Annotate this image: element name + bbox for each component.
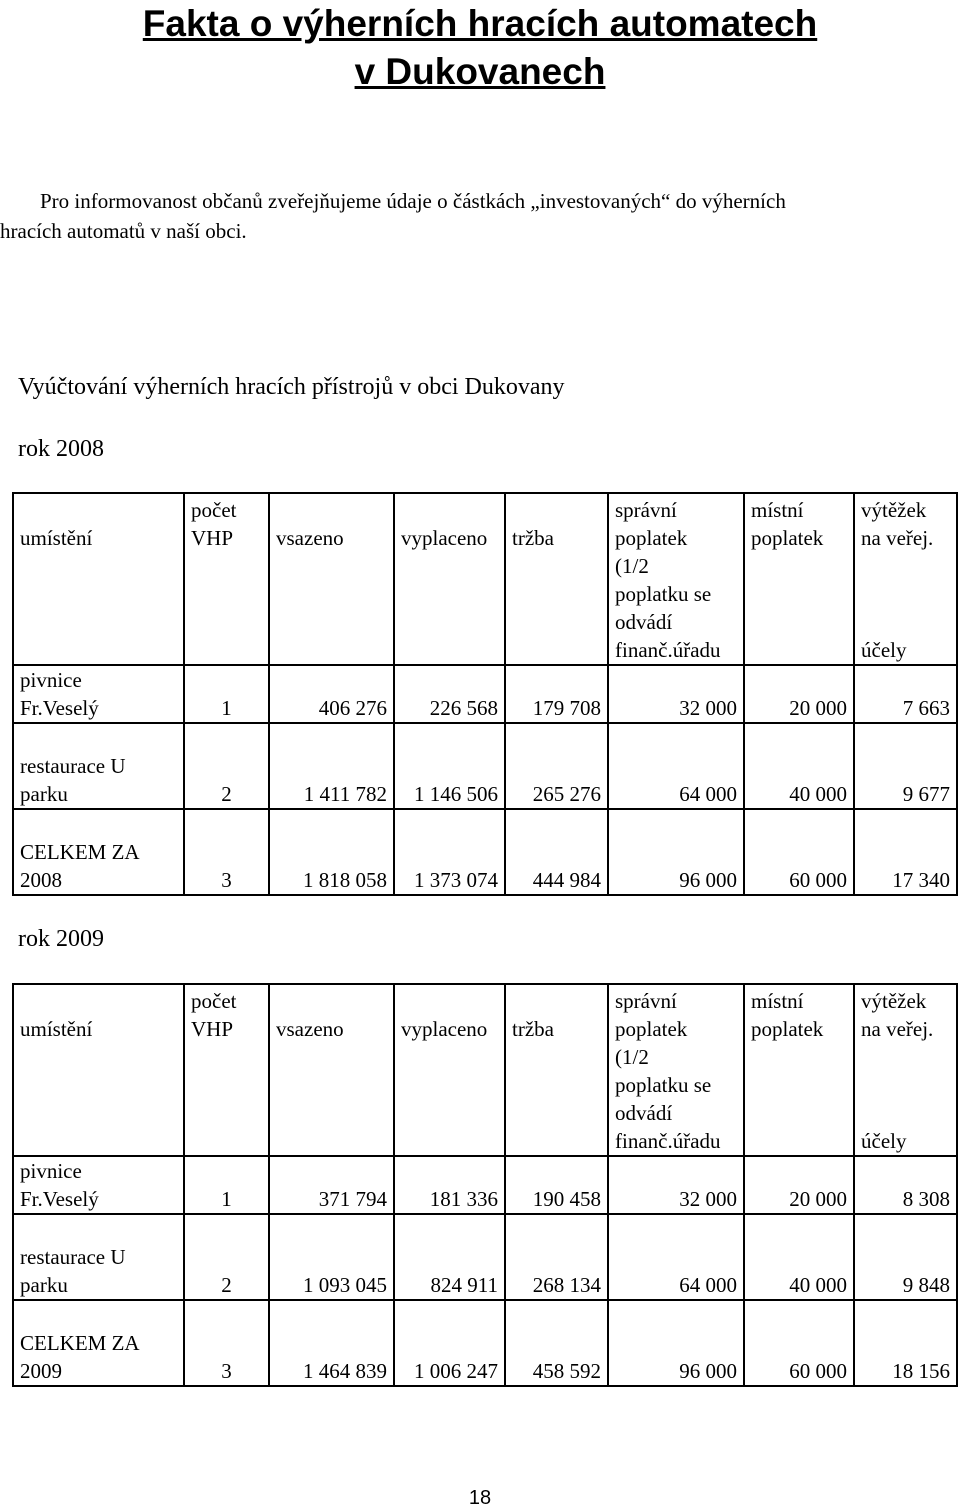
table-2008 (12, 492, 958, 896)
cell-vytezek: 8 308 (854, 1156, 957, 1214)
cell-vytezek: 17 340 (854, 809, 957, 895)
cell-vytezek: 7 663 (854, 665, 957, 723)
page-number: 18 (468, 1487, 492, 1509)
cell-place: restaurace U parku (13, 723, 184, 809)
table-header-row (13, 984, 957, 1156)
table-row (13, 665, 957, 723)
cell-trzba: 458 592 (505, 1300, 608, 1386)
cell-spravni: 32 000 (608, 665, 744, 723)
header-vytezek: výtěžek na veřej. účely (854, 493, 957, 665)
cell-mistni: 20 000 (744, 665, 854, 723)
header-spravni-poplatek: správní poplatek (1/2 poplatku se odvádí finanč.úřadu (608, 493, 744, 665)
header-spravni-poplatek: správní poplatek (1/2 poplatku se odvádí finanč.úřadu (608, 984, 744, 1156)
cell-vytezek: 9 848 (854, 1214, 957, 1300)
cell-mistni: 60 000 (744, 809, 854, 895)
cell-count: 2 (184, 1214, 269, 1300)
page-title (0, 0, 960, 96)
cell-place: CELKEM ZA 2009 (13, 1300, 184, 1386)
header-vsazeno: vsazeno (269, 493, 394, 665)
cell-mistni: 60 000 (744, 1300, 854, 1386)
cell-mistni: 40 000 (744, 1214, 854, 1300)
cell-vyplaceno: 1 146 506 (394, 723, 505, 809)
cell-trzba: 179 708 (505, 665, 608, 723)
cell-count: 3 (184, 809, 269, 895)
header-vyplaceno: vyplaceno (394, 984, 505, 1156)
intro-line-2: hracích automatů v naší obci. (0, 219, 247, 243)
year-label-2008: rok 2008 (18, 436, 104, 462)
cell-spravni: 64 000 (608, 723, 744, 809)
table-row (13, 1214, 957, 1300)
cell-vsazeno: 1 093 045 (269, 1214, 394, 1300)
cell-vsazeno: 1 464 839 (269, 1300, 394, 1386)
cell-vsazeno: 1 818 058 (269, 809, 394, 895)
header-umisteni: umístění (13, 493, 184, 665)
cell-place: pivnice Fr.Veselý (13, 665, 184, 723)
cell-vsazeno: 371 794 (269, 1156, 394, 1214)
cell-vyplaceno: 1 373 074 (394, 809, 505, 895)
cell-vyplaceno: 1 006 247 (394, 1300, 505, 1386)
cell-spravni: 96 000 (608, 1300, 744, 1386)
cell-count: 1 (184, 665, 269, 723)
header-trzba: tržba (505, 493, 608, 665)
table-row (13, 723, 957, 809)
table-row (13, 1156, 957, 1214)
intro-paragraph (0, 186, 960, 246)
header-mistni-poplatek: místní poplatek (744, 493, 854, 665)
cell-vsazeno: 1 411 782 (269, 723, 394, 809)
header-vytezek: výtěžek na veřej. účely (854, 984, 957, 1156)
table-header-row (13, 493, 957, 665)
header-pocet: počet VHP (184, 493, 269, 665)
intro-line-1: Pro informovanost občanů zveřejňujeme údaje o částkách „investovaných“ do výherních (40, 189, 786, 213)
table-row-total (13, 809, 957, 895)
table-2009 (12, 983, 958, 1387)
cell-spravni: 96 000 (608, 809, 744, 895)
cell-mistni: 20 000 (744, 1156, 854, 1214)
cell-trzba: 444 984 (505, 809, 608, 895)
header-trzba: tržba (505, 984, 608, 1156)
cell-trzba: 265 276 (505, 723, 608, 809)
cell-mistni: 40 000 (744, 723, 854, 809)
header-vyplaceno: vyplaceno (394, 493, 505, 665)
cell-place: restaurace U parku (13, 1214, 184, 1300)
cell-spravni: 64 000 (608, 1214, 744, 1300)
cell-trzba: 190 458 (505, 1156, 608, 1214)
header-mistni-poplatek: místní poplatek (744, 984, 854, 1156)
title-line-1: Fakta o výherních hracích automatech (142, 3, 818, 44)
section-title: Vyúčtování výherních hracích přístrojů v obci Dukovany (18, 374, 565, 400)
cell-trzba: 268 134 (505, 1214, 608, 1300)
year-label-2009: rok 2009 (18, 926, 104, 952)
cell-spravni: 32 000 (608, 1156, 744, 1214)
cell-place: CELKEM ZA 2008 (13, 809, 184, 895)
table-row-total (13, 1300, 957, 1386)
title-line-2: v Dukovanech (354, 51, 606, 92)
header-vsazeno: vsazeno (269, 984, 394, 1156)
cell-vyplaceno: 226 568 (394, 665, 505, 723)
header-pocet: počet VHP (184, 984, 269, 1156)
cell-count: 3 (184, 1300, 269, 1386)
cell-vytezek: 9 677 (854, 723, 957, 809)
cell-vyplaceno: 181 336 (394, 1156, 505, 1214)
header-umisteni: umístění (13, 984, 184, 1156)
cell-vytezek: 18 156 (854, 1300, 957, 1386)
cell-count: 1 (184, 1156, 269, 1214)
cell-count: 2 (184, 723, 269, 809)
cell-vsazeno: 406 276 (269, 665, 394, 723)
cell-vyplaceno: 824 911 (394, 1214, 505, 1300)
cell-place: pivnice Fr.Veselý (13, 1156, 184, 1214)
